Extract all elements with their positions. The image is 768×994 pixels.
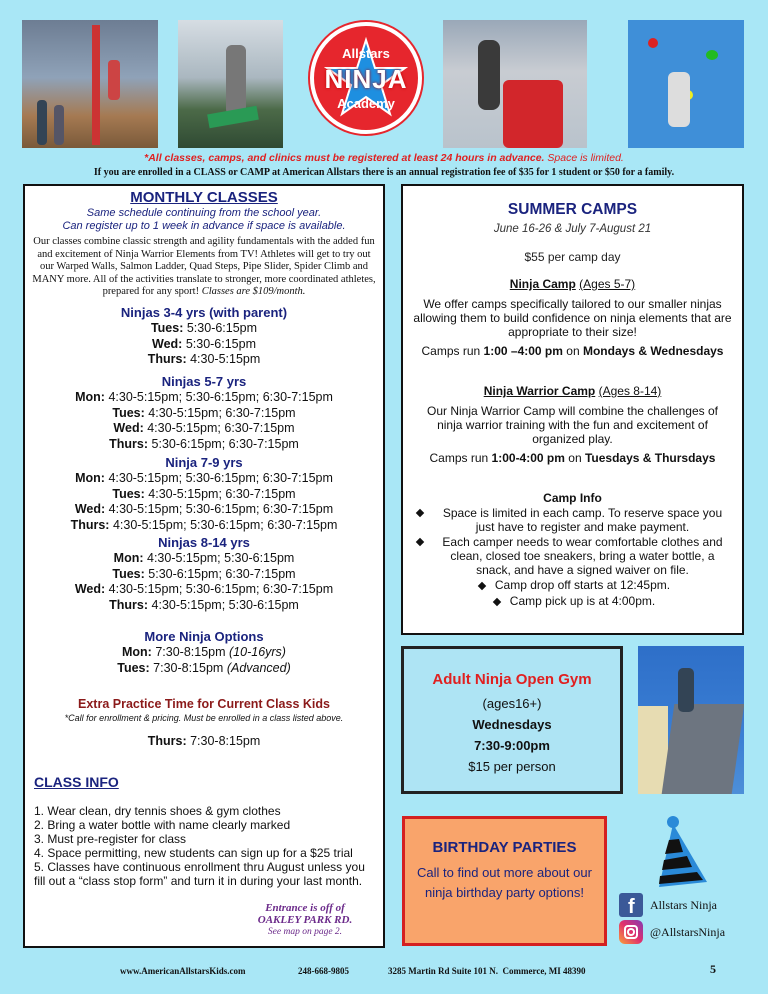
adult-open-gym-box [401, 646, 623, 794]
ninja-camp-title: Ninja Camp [509, 277, 576, 291]
schedule-row: Mon: 4:30-5:15pm; 5:30-6:15pm; 6:30-7:15pm [75, 390, 333, 404]
class-info-item: 5. Classes have continuous enrollment thru August unless you fill out a “class stop form” and turn it in during your last month. [34, 860, 365, 888]
schedule-row: Thurs: 5:30-6:15pm; 6:30-7:15pm [109, 436, 299, 451]
class-info-item: 1. Wear clean, dry tennis shoes & gym clothes [34, 804, 281, 818]
diamond-bullet-icon [416, 538, 424, 546]
monthly-classes-box [23, 184, 385, 948]
entrance-note [235, 902, 375, 938]
warrior-camp-desc: Our Ninja Warrior Camp will combine the challenges of ninja warrior training with the fun and excitement of organized play. [427, 404, 718, 446]
extra-practice [25, 697, 383, 750]
class-info-item: 3. Must pre-register for class [34, 832, 187, 846]
summer-dates: June 16-26 & July 7-August 21 [493, 223, 652, 235]
schedule-row: Tues: 5:30-6:15pm; 6:30-7:15pm [112, 566, 296, 581]
footer-website[interactable]: www.AmericanAllstarsKids.com [120, 966, 246, 976]
photo-balance-beam [178, 20, 283, 148]
birthday-text: Call to find out more about our ninja birthday party options! [417, 865, 592, 900]
ninja-camp-run: Camps run 1:00 –4:00 pm on Mondays & Wednesdays [421, 344, 724, 358]
schedule-row: Wed: 4:30-5:15pm; 5:30-6:15pm; 6:30-7:15pm [74, 582, 334, 596]
photo-warped-wall-climb [638, 646, 744, 794]
adult-title: Adult Ninja Open Gym [432, 671, 592, 688]
more-ninja-options [25, 629, 383, 676]
diamond-bullet-icon [478, 582, 486, 590]
birthday-parties-box [402, 816, 607, 946]
entrance-line3: See map on page 2. [267, 927, 343, 937]
monthly-description [31, 236, 377, 299]
warrior-camp-title: Ninja Warrior Camp [483, 384, 596, 398]
warrior-camp-run: Camps run 1:00-4:00 pm on Tuesdays & Thursdays [429, 451, 716, 465]
camp-info-item: Camp drop off starts at 12:45pm. [417, 578, 732, 592]
photo-climbing-wall [628, 20, 744, 148]
schedule-row: Tues: 4:30-5:15pm; 6:30-7:15pm [112, 486, 296, 501]
group-title: Ninjas 3-4 yrs (with parent) [120, 305, 288, 320]
party-hat-icon [655, 812, 715, 894]
summer-price: $55 per camp day [524, 250, 621, 264]
class-info-item: 4. Space permitting, new students can sign up for a $25 trial [34, 846, 353, 860]
registration-notice [0, 152, 768, 165]
camp-info-title: Camp Info [543, 491, 602, 505]
diamond-bullet-icon [493, 598, 501, 606]
diamond-bullet-icon [416, 509, 424, 517]
group-title: Ninjas 5-7 yrs [161, 374, 247, 389]
logo-line3: Academy [337, 96, 395, 111]
page-number: 5 [710, 962, 716, 976]
schedule-row: Thurs: 7:30-8:15pm [147, 734, 261, 748]
camp-info-item: Camp pick up is at 4:00pm. [417, 594, 732, 608]
schedule-row: Tues: 7:30-8:15pm (Advanced) [117, 660, 291, 675]
instagram-icon[interactable] [619, 920, 643, 944]
adult-time: 7:30-9:00pm [474, 738, 550, 753]
monthly-price: Classes are $109/month. [201, 286, 306, 297]
schedule-row: Tues: 5:30-6:15pm [150, 321, 258, 335]
schedule-row: Thurs: 4:30-5:15pm [147, 352, 261, 366]
schedule-row: Wed: 5:30-6:15pm [152, 336, 256, 351]
group-title: Ninjas 8-14 yrs [158, 535, 250, 550]
notice-red-italic: Space is limited. [547, 152, 624, 164]
warrior-camp-heading [403, 384, 742, 398]
facebook-icon[interactable]: f [619, 893, 643, 917]
registration-fee-notice: If you are enrolled in a CLASS or CAMP at American Allstars there is an annual registration fee of $35 for 1 student or $50 for a family. [93, 167, 675, 178]
class-info-title: CLASS INFO [34, 774, 119, 790]
extra-note: *Call for enrollment & pricing. Must be enrolled in a class listed above. [64, 713, 344, 723]
schedule-row: Mon: 4:30-5:15pm; 5:30-6:15pm [113, 551, 295, 565]
ninja-camp-desc: We offer camps specifically tailored to our smaller ninjas allowing them to build confidence on ninja elements that are appropriate to their size! [413, 297, 732, 339]
camp-info-list [417, 506, 732, 608]
adult-ages: (ages16+) [482, 696, 542, 711]
ninja-camp-heading [403, 277, 742, 291]
logo-line1: Allstars [342, 46, 390, 61]
class-info-item: 2. Bring a water bottle with name clearly marked [34, 818, 291, 832]
photo-gym-group [22, 20, 158, 148]
adult-price: $15 per person [468, 759, 556, 774]
entrance-line1: Entrance is off of [265, 902, 345, 914]
camp-info-item: Each camper needs to wear comfortable clothes and clean, closed toe sneakers, bring a water bottle, a snack, and have a signed waiver on file. [417, 535, 732, 577]
schedule-group-8-14 [25, 535, 383, 613]
ninja-academy-logo [310, 22, 422, 134]
warrior-camp-ages: (Ages 8-14) [598, 384, 662, 398]
extra-title: Extra Practice Time for Current Class Kids [78, 697, 330, 711]
schedule-row: Wed: 4:30-5:15pm; 6:30-7:15pm [113, 421, 295, 435]
schedule-row: Thurs: 4:30-5:15pm; 5:30-6:15pm; 6:30-7:15pm [70, 517, 338, 532]
ninja-camp-ages: (Ages 5-7) [579, 277, 636, 291]
schedule-row: Wed: 4:30-5:15pm; 5:30-6:15pm; 6:30-7:15pm [74, 502, 334, 516]
facebook-handle[interactable]: Allstars Ninja [650, 898, 717, 912]
notice-red: *All classes, camps, and clinics must be registered at least 24 hours in advance. [144, 152, 545, 164]
monthly-title: MONTHLY CLASSES [130, 189, 278, 206]
instagram-handle[interactable]: @AllstarsNinja [650, 925, 726, 939]
camp-info-item: Space is limited in each camp. To reserve space you just have to register and make payment. [417, 506, 732, 534]
group-title: Ninja 7-9 yrs [165, 455, 243, 470]
summer-title: SUMMER CAMPS [507, 201, 638, 218]
birthday-title: BIRTHDAY PARTIES [432, 839, 577, 856]
entrance-line2: OAKLEY PARK RD. [257, 914, 353, 926]
logo-line2: NINJA [324, 64, 408, 94]
monthly-sub2: Can register up to 1 week in advance if space is available. [62, 220, 346, 232]
class-info-list [34, 804, 374, 888]
monthly-description-body: Our classes combine classic strength and agility fundamentals with the added fun and excitement of Ninja Warrior Elements from TV! Athletes will get to try out our Warped Walls, Salmon Ladder, Quad Steps, Pipe Slider, Spider Climb and MANY more. All of the activities translate to stronger, more coordinated athletes, prepared for any sport! [32, 236, 376, 297]
schedule-group-7-9 [25, 455, 383, 533]
footer-address: 3285 Martin Rd Suite 101 N. Commerce, MI 48390 [388, 966, 586, 976]
more-title: More Ninja Options [144, 629, 264, 644]
footer-phone: 248-668-9805 [298, 966, 349, 976]
schedule-row: Mon: 7:30-8:15pm (10-16yrs) [122, 645, 286, 659]
summer-camps-box [401, 184, 744, 635]
photo-warped-wall [443, 20, 587, 148]
schedule-row: Mon: 4:30-5:15pm; 5:30-6:15pm; 6:30-7:15pm [75, 471, 333, 485]
adult-day: Wednesdays [472, 717, 552, 732]
monthly-sub1: Same schedule continuing from the school year. [86, 207, 322, 219]
schedule-row: Tues: 4:30-5:15pm; 6:30-7:15pm [112, 405, 296, 420]
schedule-group-3-4 [25, 305, 383, 368]
schedule-row: Thurs: 4:30-5:15pm; 5:30-6:15pm [109, 597, 299, 612]
schedule-group-5-7 [25, 374, 383, 452]
